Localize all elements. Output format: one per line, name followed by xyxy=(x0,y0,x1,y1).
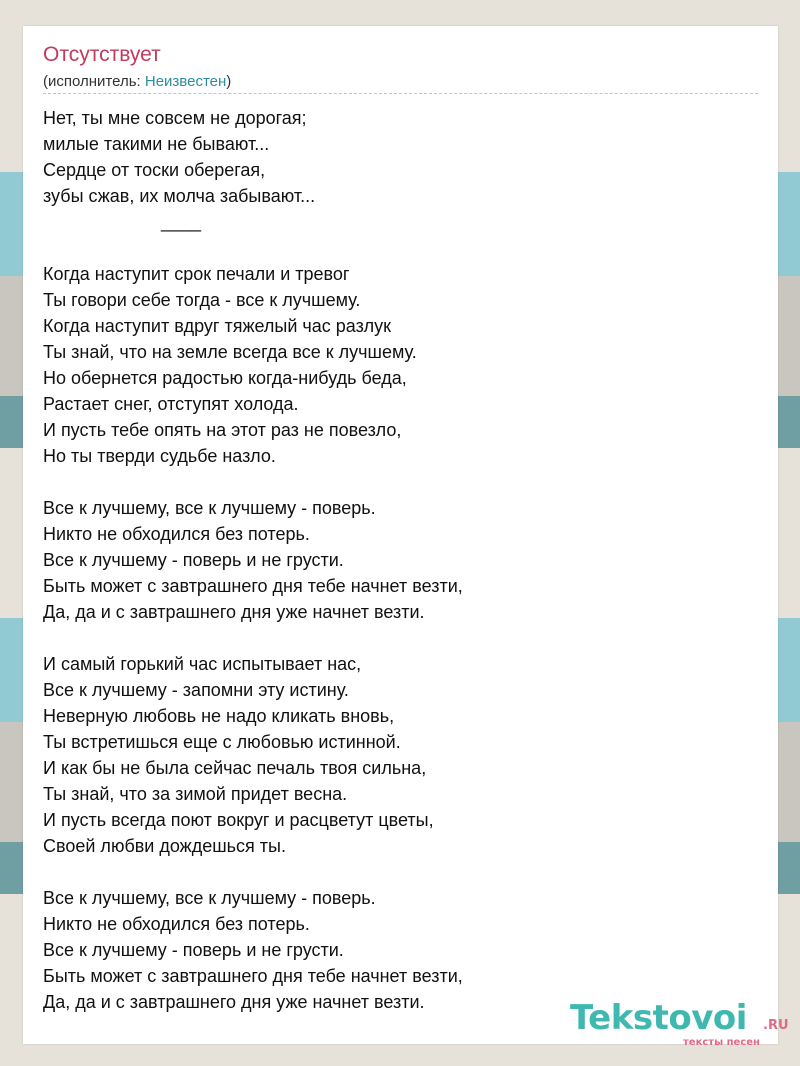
lyric-line: Все к лучшему - поверь и не грусти. xyxy=(43,940,344,960)
stanza xyxy=(43,105,763,209)
lyric-line: Но обернется радостью когда-нибудь беда, xyxy=(43,368,407,388)
stanza xyxy=(43,651,763,859)
title-divider xyxy=(43,93,758,94)
stanza xyxy=(43,261,763,469)
lyric-line: зубы сжав, их молча забывают... xyxy=(43,186,316,206)
stanza xyxy=(43,885,763,1015)
lyric-line: Но ты тверди судьбе назло. xyxy=(43,446,276,466)
lyric-line: Неверную любовь не надо кликать вновь, xyxy=(43,706,395,726)
lyric-line: Все к лучшему, все к лучшему - поверь. xyxy=(43,888,376,908)
lyric-line: Все к лучшему - поверь и не грусти. xyxy=(43,550,344,570)
performer-link[interactable]: Неизвестен xyxy=(144,73,227,90)
lyric-line: Ты знай, что за зимой придет весна. xyxy=(43,784,348,804)
lyric-line: Ты знай, что на земле всегда все к лучшему. xyxy=(43,342,417,362)
lyric-line: Растает снег, отступят холода. xyxy=(43,394,299,414)
site-logo[interactable] xyxy=(570,998,789,1048)
lyric-line: Нет, ты мне совсем не дорогая; xyxy=(43,108,307,128)
lyric-line: Да, да и с завтрашнего дня уже начнет везти. xyxy=(43,602,425,622)
stanza xyxy=(43,495,763,625)
lyric-line: Ты встретишься еще с любовью истинной. xyxy=(43,732,401,752)
blank-line xyxy=(43,235,763,261)
lyrics-card xyxy=(23,26,789,1048)
lyric-line: И как бы не была сейчас печаль твоя сильна, xyxy=(43,758,427,778)
lyric-line: Да, да и с завтрашнего дня уже начнет везти. xyxy=(43,992,425,1012)
lyric-line: Сердце от тоски оберегая, xyxy=(43,160,266,180)
lyric-line: Быть может с завтрашнего дня тебе начнет везти, xyxy=(43,966,463,986)
logo-domain: .RU xyxy=(763,1018,789,1033)
lyric-line: И пусть всегда поют вокруг и расцветут цветы, xyxy=(43,810,434,830)
performer-prefix: (исполнитель: xyxy=(43,73,145,90)
lyric-line: Когда наступит срок печали и тревог xyxy=(43,264,350,284)
lyric-line: милые такими не бывают... xyxy=(43,134,270,154)
song-title: Отсутствует xyxy=(43,43,161,66)
lyric-line: Своей любви дождешься ты. xyxy=(43,836,286,856)
lyric-line: Когда наступит вдруг тяжелый час разлук xyxy=(43,316,392,336)
lyric-line: Ты говори себе тогда - все к лучшему. xyxy=(43,290,361,310)
lyrics-body xyxy=(43,105,763,1041)
logo-tagline: тексты песен xyxy=(683,1037,760,1048)
stanza-separator: ____ xyxy=(161,212,202,232)
lyric-line: Никто не обходился без потерь. xyxy=(43,914,310,934)
lyric-line: Никто не обходился без потерь. xyxy=(43,524,310,544)
lyric-line: Все к лучшему - запомни эту истину. xyxy=(43,680,349,700)
lyric-line: И самый горький час испытывает нас, xyxy=(43,654,362,674)
lyric-line: И пусть тебе опять на этот раз не повезло, xyxy=(43,420,402,440)
lyric-line: Все к лучшему, все к лучшему - поверь. xyxy=(43,498,376,518)
performer-line xyxy=(43,73,231,90)
logo-wordmark: Tekstovoi xyxy=(570,998,747,1038)
lyric-line: Быть может с завтрашнего дня тебе начнет везти, xyxy=(43,576,463,596)
performer-suffix: ) xyxy=(226,73,232,90)
